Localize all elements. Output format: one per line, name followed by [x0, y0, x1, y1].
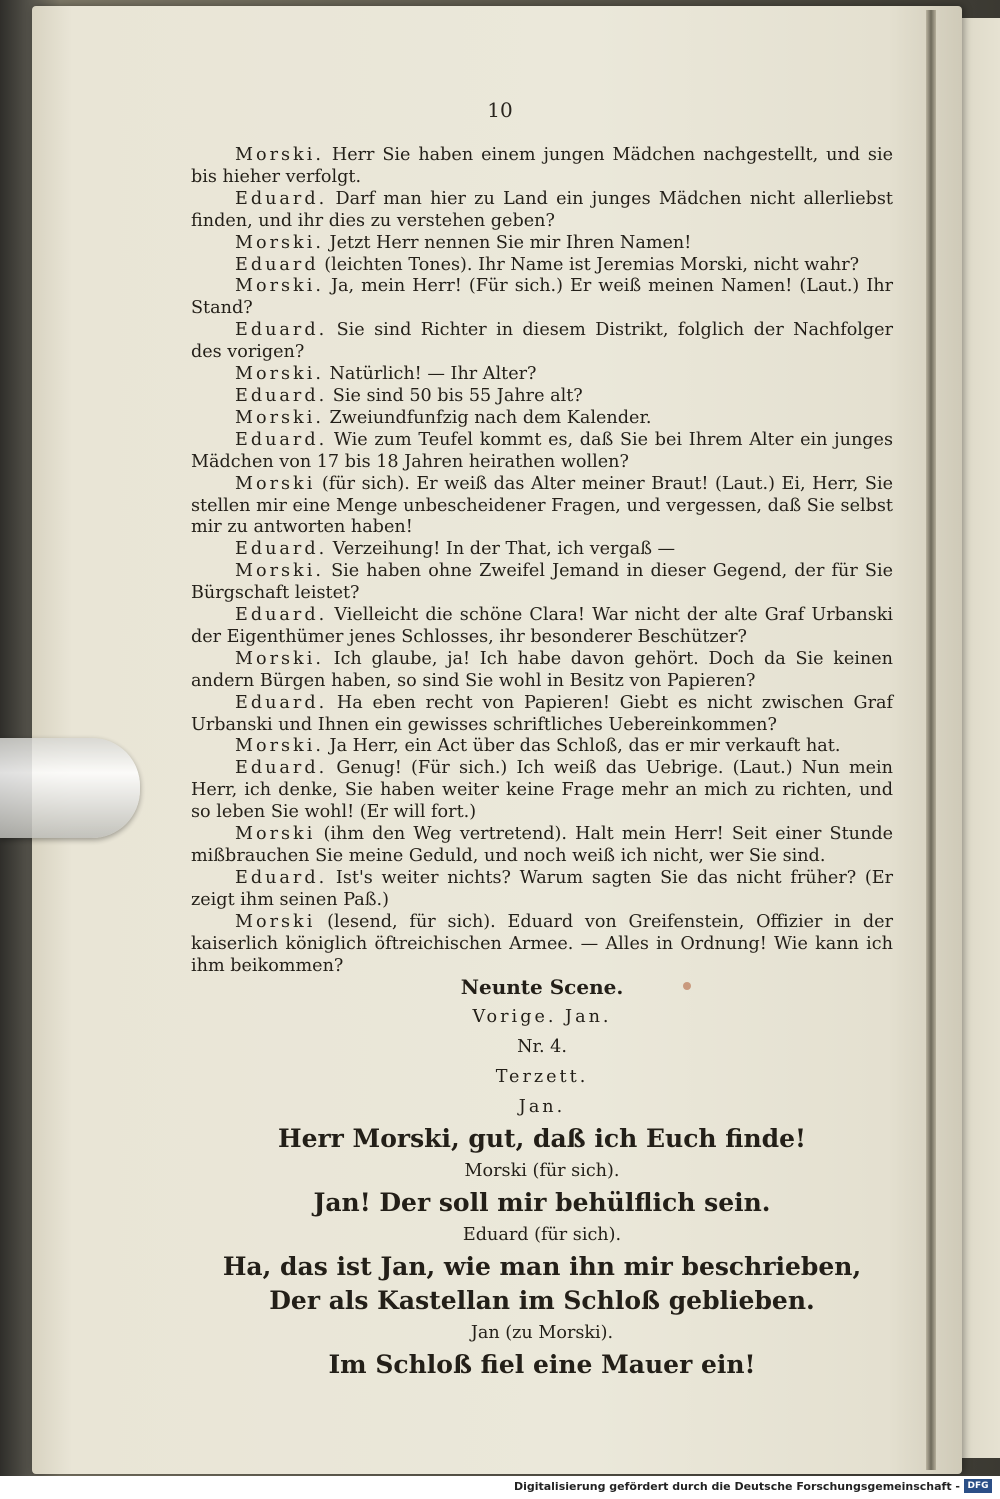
- ink-dot: [683, 982, 691, 990]
- speech-text: (für sich). Er weiß das Alter meiner Braut! (Laut.) Ei, Herr, Sie stellen mir eine Menge unbescheidener Fragen, und vergessen, daß Sie selbst mir zu antworten haben!: [191, 473, 894, 538]
- dialogue-line: [191, 539, 893, 561]
- speaker-name: Morski: [235, 911, 316, 932]
- speech-text: Ist's weiter nichts? Warum sagten Sie das nicht früher? (Er zeigt ihm seinen Paß.): [191, 867, 894, 910]
- number-heading: Nr. 4.: [517, 1037, 567, 1057]
- scene-persons: Vorige. Jan.: [472, 1007, 612, 1027]
- speech-text: (ihm den Weg vertretend). Halt mein Herr! Seit einer Stunde mißbrauchen Sie meine Geduld, und noch weiß ich nicht, wer Sie sind.: [191, 824, 893, 866]
- speech-text: Ja, mein Herr! (Für sich.) Er weiß meinen Namen! (Laut.) Ihr Stand?: [191, 276, 894, 319]
- song-speaker: Jan (zu Morski).: [470, 1323, 614, 1343]
- dialogue-line: [191, 474, 893, 540]
- speaker-name: Morski.: [235, 736, 324, 757]
- scene-title: Neunte Scene.: [460, 975, 624, 999]
- speaker-name: Morski: [235, 473, 316, 494]
- song-speaker: Jan.: [518, 1097, 566, 1117]
- dialogue-line: [191, 758, 893, 824]
- scene-block: [191, 972, 893, 1382]
- piece-type: Terzett.: [495, 1067, 589, 1087]
- speech-text: (leichten Tones). Ihr Name ist Jeremias Morski, nicht wahr?: [324, 254, 860, 275]
- speech-text: (lesend, für sich). Eduard von Greifenstein, Offizier in der kaiserlich königlich öftreichischen Armee. — Alles in Ordnung! Wie kann ich ihm beikommen?: [191, 911, 893, 976]
- speaker-name: Morski.: [235, 276, 324, 297]
- dialogue-line: [191, 649, 893, 693]
- dialogue-line: [191, 605, 893, 649]
- page-clip: [0, 738, 140, 838]
- dialogue-line: [191, 561, 893, 605]
- dialogue-line: [191, 868, 893, 912]
- dialogue-line: [191, 430, 893, 474]
- speech-text: Genug! (Für sich.) Ich weiß das Uebrige. (Laut.) Nun mein Herr, ich denke, Sie haben weiter keine Frage mehr an mich zu richten, und so leben Sie wohl! (Er will fort.): [191, 758, 894, 823]
- dialogue-line: [191, 276, 893, 320]
- speaker-name: Eduard: [235, 254, 319, 275]
- dfg-logo-icon: DFG: [964, 1479, 992, 1493]
- song-speaker: Eduard (für sich).: [462, 1225, 622, 1245]
- dialogue-line: [191, 386, 893, 408]
- speech-text: Verzeihung! In der That, ich vergaß —: [332, 539, 676, 560]
- speech-text: Jetzt Herr nennen Sie mir Ihren Namen!: [329, 232, 692, 253]
- speech-text: Wie zum Teufel kommt es, daß Sie bei Ihrem Alter ein junges Mädchen von 17 bis 18 Jahren heirathen wollen?: [191, 429, 893, 472]
- speaker-name: Eduard.: [235, 429, 328, 450]
- footer-credit: Digitalisierung gefördert durch die Deutsche Forschungsgemeinschaft -: [513, 1480, 960, 1493]
- dialogue-line: [191, 189, 893, 233]
- speech-text: Sie haben ohne Zweifel Jemand in dieser Gegend, der für Sie Bürgschaft leistet?: [191, 561, 893, 604]
- speech-text: Herr Sie haben einem jungen Mädchen nachgestellt, und sie bis hieher verfolgt.: [191, 145, 894, 187]
- song-line: Ha, das ist Jan, wie man ihn mir beschrieben,: [222, 1252, 862, 1281]
- speech-text: Sie sind 50 bis 55 Jahre alt?: [332, 385, 583, 406]
- dialogue-line: [191, 364, 893, 386]
- dialogue-line: [191, 912, 893, 978]
- dialogue-line: [191, 693, 893, 737]
- dialogue-line: [191, 408, 893, 430]
- speaker-name: Morski: [235, 824, 316, 845]
- speaker-name: Morski.: [235, 407, 324, 428]
- speech-text: Sie sind Richter in diesem Distrikt, folglich der Nachfolger des vorigen?: [191, 320, 894, 363]
- dialogue-line: [191, 145, 893, 189]
- song-line: Der als Kastellan im Schloß geblieben.: [269, 1286, 815, 1315]
- speech-text: Ich glaube, ja! Ich habe davon gehört. Doch da Sie keinen andern Bürgen haben, so sind Sie wohl in Besitz von Papieren?: [191, 648, 893, 691]
- page-gutter: [926, 10, 936, 1470]
- song-speaker: Morski (für sich).: [464, 1161, 620, 1181]
- speaker-name: Eduard.: [235, 188, 328, 209]
- song-line: Herr Morski, gut, daß ich Euch finde!: [277, 1124, 807, 1153]
- speech-text: Ha eben recht von Papieren! Giebt es nicht zwischen Graf Urbanski und Ihnen ein gewisses schriftliches Uebereinkommen?: [191, 692, 894, 735]
- speech-text: Ja Herr, ein Act über das Schloß, das er mir verkauft hat.: [329, 736, 841, 757]
- speech-text: Zweiundfunfzig nach dem Kalender.: [329, 407, 652, 428]
- speaker-name: Morski.: [235, 145, 324, 165]
- song-line: Im Schloß fiel eine Mauer ein!: [328, 1350, 756, 1379]
- speaker-name: Morski.: [235, 561, 324, 582]
- page-number: 10: [487, 98, 513, 122]
- speaker-name: Eduard.: [235, 539, 328, 560]
- speaker-name: Eduard.: [235, 385, 328, 406]
- dialogue-line: [191, 736, 893, 758]
- speaker-name: Morski.: [235, 364, 324, 385]
- dialogue-line: [191, 233, 893, 255]
- song-line: Jan! Der soll mir behülflich sein.: [313, 1188, 771, 1217]
- dialogue-line: [191, 320, 893, 364]
- speaker-name: Eduard.: [235, 692, 328, 713]
- speech-text: Natürlich! — Ihr Alter?: [329, 364, 537, 385]
- speaker-name: Morski.: [235, 232, 324, 253]
- speaker-name: Eduard.: [235, 758, 328, 779]
- dialogue-line: [191, 255, 893, 277]
- dialogue-text: [191, 145, 893, 977]
- dialogue-line: [191, 824, 893, 868]
- speech-text: Vielleicht die schöne Clara! War nicht der alte Graf Urbanski der Eigenthümer jenes Schlosses, ihr besonderer Beschützer?: [191, 605, 894, 647]
- speaker-name: Eduard.: [235, 867, 328, 888]
- speaker-name: Eduard.: [235, 320, 328, 341]
- speech-text: Darf man hier zu Land ein junges Mädchen nicht allerliebst finden, und ihr dies zu verstehen geben?: [191, 188, 893, 231]
- speaker-name: Morski.: [235, 648, 324, 669]
- speaker-name: Eduard.: [235, 605, 328, 626]
